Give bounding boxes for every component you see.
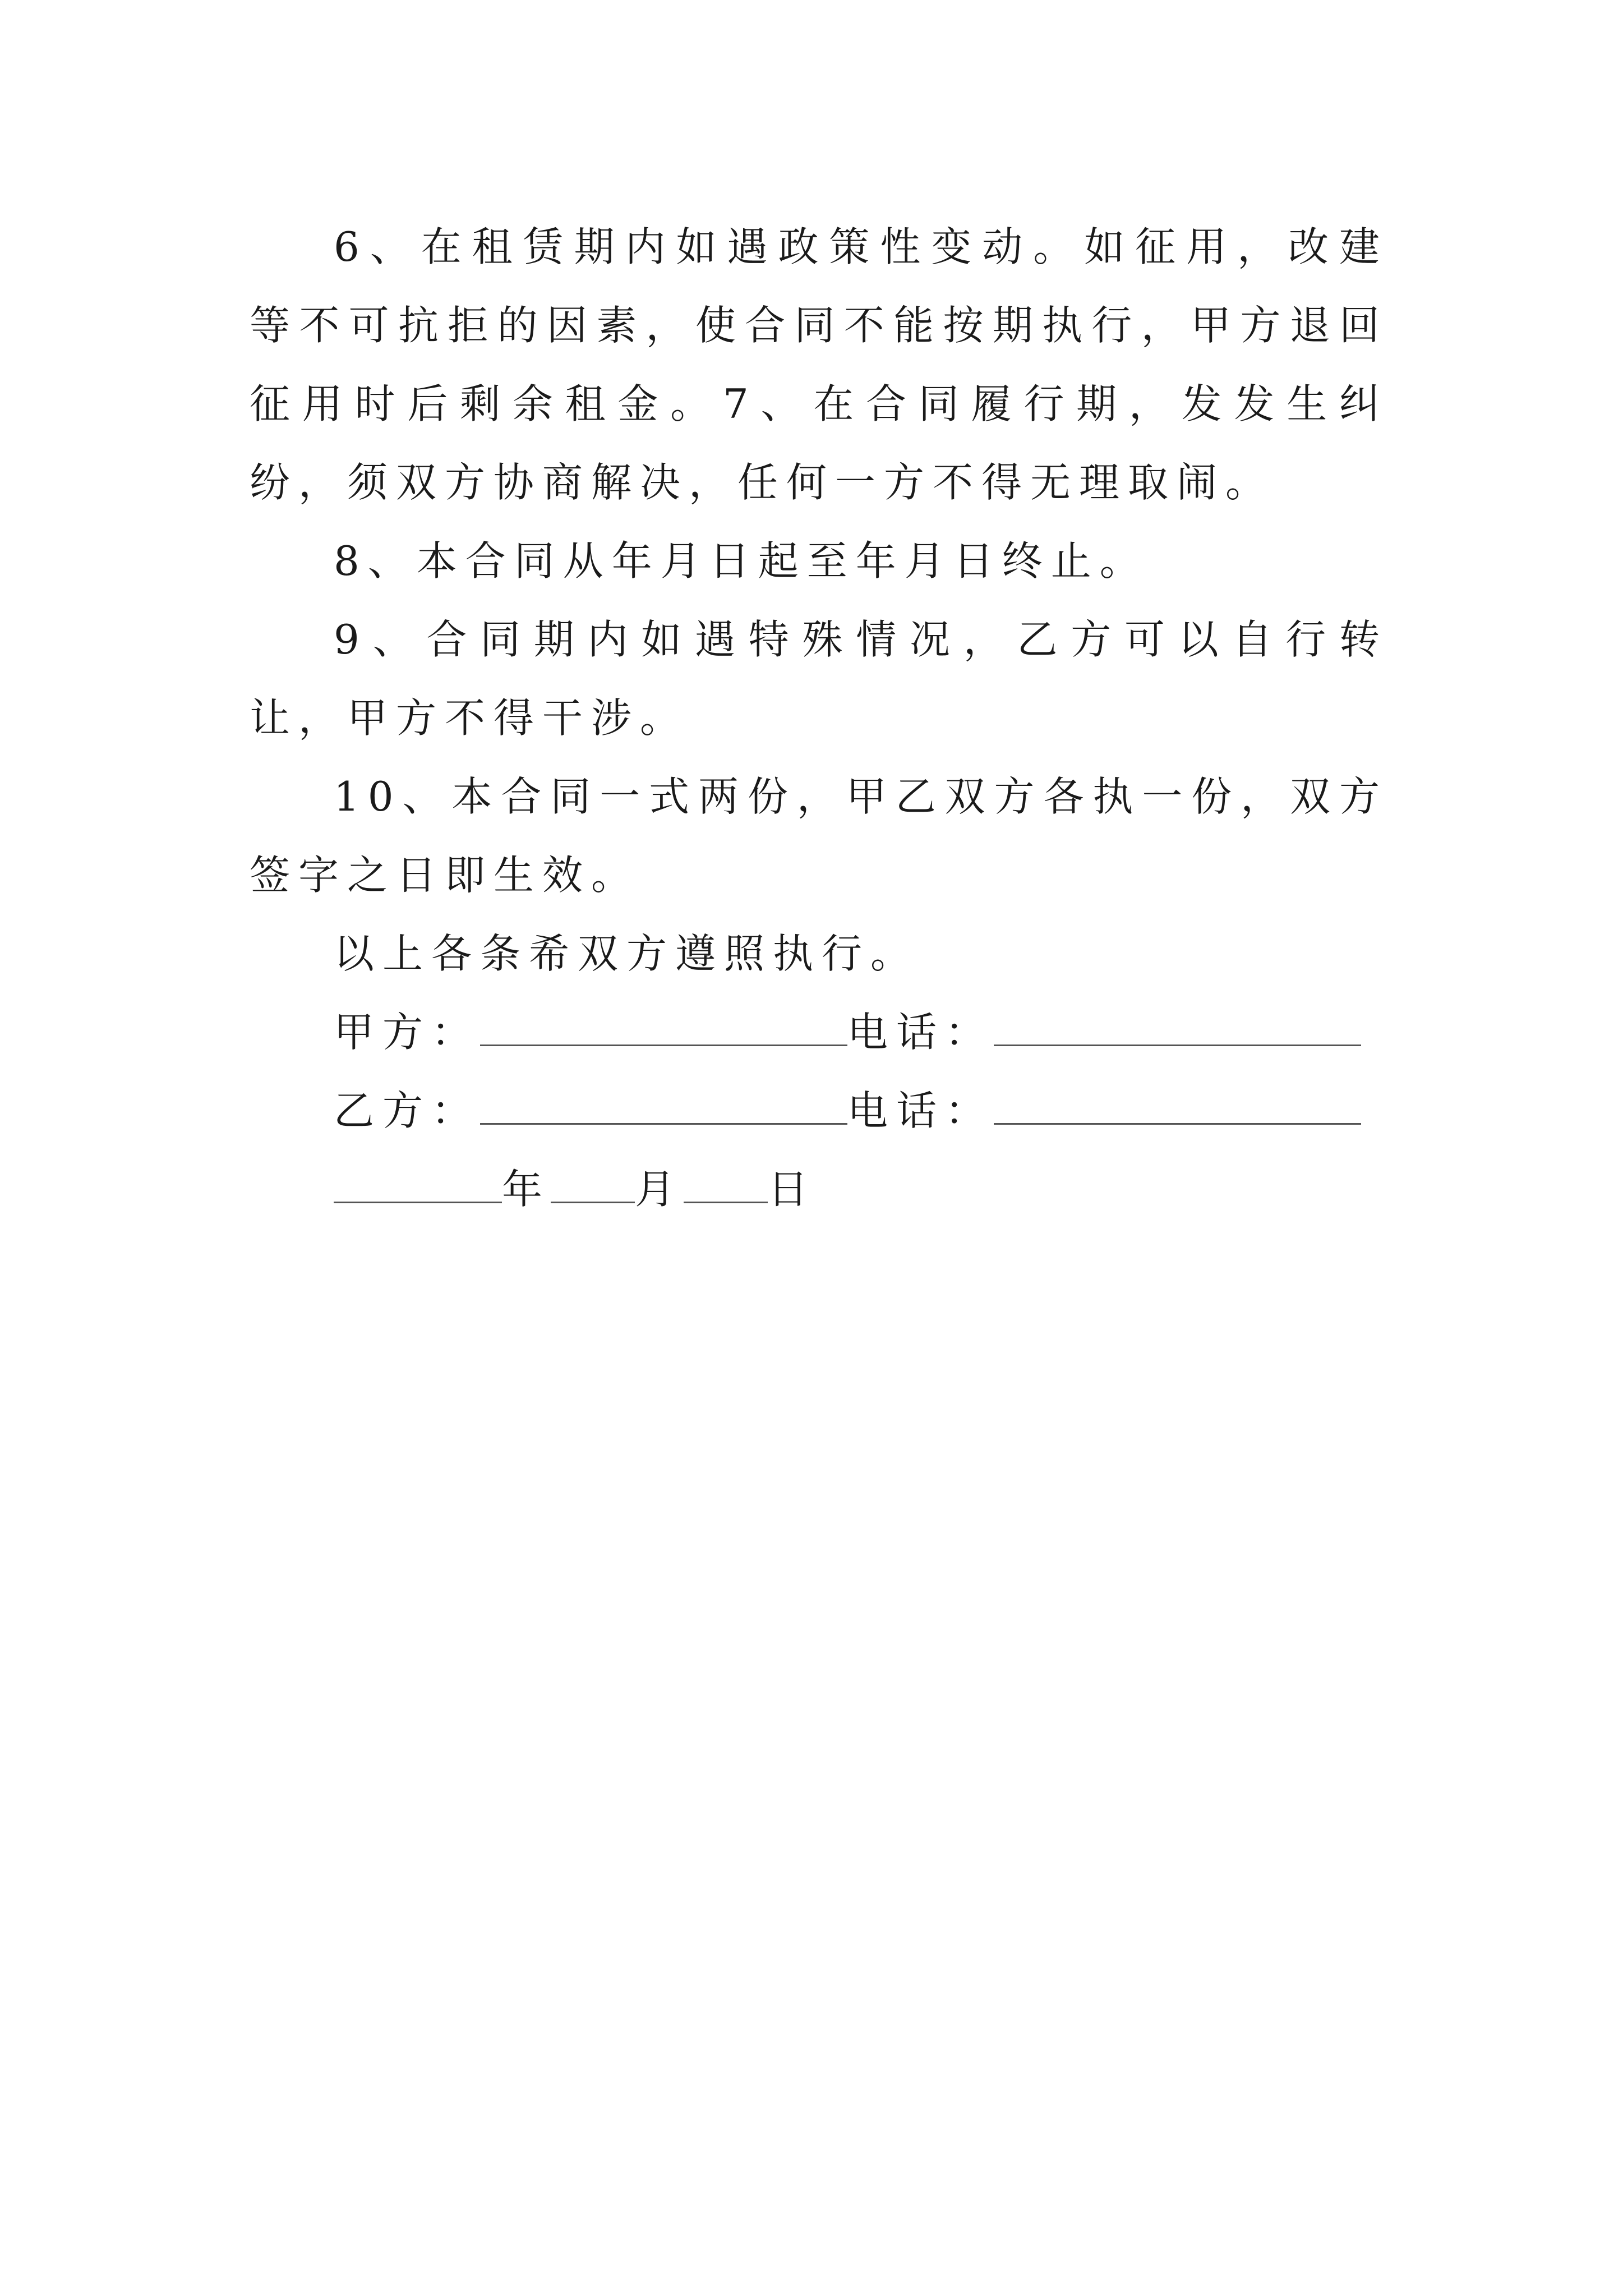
clause-9-paragraph: 9、合同期内如遇特殊情况，乙方可以自行转让，甲方不得干涉。 <box>250 616 1388 742</box>
contract-body <box>250 208 1388 1228</box>
date-line <box>250 1150 1388 1228</box>
year-label: 年 <box>502 1166 551 1213</box>
clause-8-paragraph: 8、本合同从年月日起至年月日终止。 <box>334 537 1149 585</box>
closing-statement: 以上各条希双方遵照执行。 <box>334 930 920 977</box>
day-label: 日 <box>768 1166 817 1213</box>
party-b-phone-blank <box>994 1088 1361 1125</box>
party-b-name-blank <box>480 1088 847 1125</box>
party-a-phone-blank <box>994 1010 1361 1046</box>
clause-6-7-paragraph: 6、在租赁期内如遇政策性变动。如征用，改建等不可抗拒的因素，使合同不能按期执行，甲方退回征用时后剩余租金。7、在合同履行期，发发生纠纷，须双方协商解决，任何一方不得无理取闹。 <box>250 223 1388 506</box>
year-blank <box>334 1167 502 1203</box>
party-a-label: 甲方： <box>334 1009 481 1056</box>
clause-10-paragraph: 10、本合同一式两份，甲乙双方各执一份，双方签字之日即生效。 <box>250 773 1388 899</box>
party-a-name-blank <box>480 1010 847 1046</box>
day-blank <box>684 1167 768 1203</box>
month-label: 月 <box>635 1166 684 1213</box>
party-a-signature-line <box>250 993 1388 1071</box>
party-a-phone-label: 电话： <box>847 1009 994 1056</box>
party-b-phone-label: 电话： <box>847 1087 994 1134</box>
party-b-signature-line <box>250 1071 1388 1150</box>
month-blank <box>551 1167 635 1203</box>
party-b-label: 乙方： <box>334 1087 481 1134</box>
